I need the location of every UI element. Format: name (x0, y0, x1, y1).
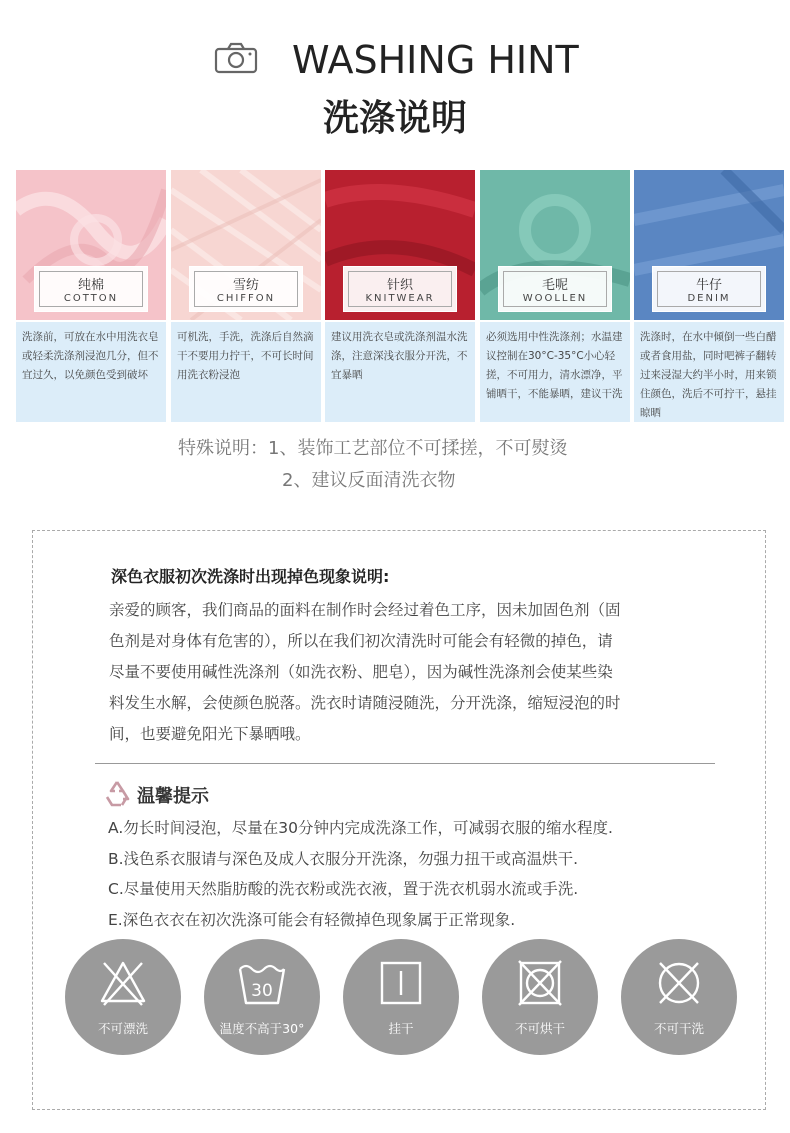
care-symbol-hang-dry (343, 939, 459, 1055)
fabric-description: 建议用洗衣皂或洗涤剂温水洗涤，注意深浅衣服分开洗，不宜暴晒 (325, 322, 475, 422)
tips-title: 温馨提示 (137, 786, 209, 807)
fabric-name-en: CHIFFON (216, 293, 276, 304)
fabric-card-cotton (16, 170, 166, 422)
wash-temp-text: 30 (251, 981, 273, 1001)
care-symbol-wash-30 (204, 939, 320, 1055)
fabric-name-cn: 纯棉 (77, 278, 104, 293)
fabric-name-en: KNITWEAR (365, 293, 435, 304)
info-box (32, 530, 766, 1110)
care-label: 不可烘干 (514, 1021, 565, 1036)
fabric-label (343, 266, 457, 312)
care-label: 不可干洗 (653, 1021, 704, 1036)
care-label: 温度不高于30° (219, 1021, 305, 1036)
fabric-label (498, 266, 612, 312)
fabric-card-chiffon (171, 170, 321, 422)
fabric-description: 可机洗，手洗，洗涤后自然滴干不要用力拧干，不可长时间用洗衣粉浸泡 (171, 322, 321, 422)
fabric-grid (16, 170, 784, 422)
hang-dry-icon (376, 959, 426, 1007)
fade-notice-line: 色剂是对身体有危害的），所以在我们初次清洗时可能会有轻微的掉色，请 (109, 632, 613, 650)
tip-item: B.浅色系衣服请与深色及成人衣服分开洗涤，勿强力扭干或高温烘干. (108, 849, 578, 868)
fabric-label (189, 266, 303, 312)
care-symbol-no-tumble-dry (482, 939, 598, 1055)
fabric-card-knitwear (325, 170, 475, 422)
fabric-label (34, 266, 148, 312)
care-label: 挂干 (388, 1021, 414, 1036)
tip-item: E.深色衣衣在初次洗涤可能会有轻微掉色现象属于正常现象. (108, 910, 516, 929)
special-note-2: 2、建议反面清洗衣物 (282, 470, 456, 491)
no-bleach-icon (98, 959, 148, 1007)
fabric-name-en: DENIM (687, 293, 731, 304)
fabric-name-en: COTTON (63, 293, 119, 304)
fabric-name-en: WOOLLEN (522, 293, 588, 304)
fabric-card-woollen (480, 170, 630, 422)
page-title-en: WASHING HINT (292, 38, 579, 82)
fabric-name-cn: 针织 (386, 278, 413, 293)
header (0, 30, 790, 140)
wash-30-icon (237, 959, 287, 1007)
special-note-1: 特殊说明：1、装饰工艺部位不可揉搓，不可熨烫 (178, 438, 568, 459)
fabric-description: 洗涤前，可放在水中用洗衣皂或轻柔洗涤剂浸泡几分，但不宜过久，以免颜色受到破坏 (16, 322, 166, 422)
camera-icon (214, 42, 258, 74)
tip-item: A.勿长时间浸泡，尽量在30分钟内完成洗涤工作，可减弱衣服的缩水程度. (108, 819, 613, 837)
fabric-description: 洗涤时，在水中倾倒一些白醋或者食用盐，同时吧裤子翻转过来浸湿大约半小时，用来锁住颜色，洗后不可拧干，悬挂晾晒 (634, 322, 784, 422)
recycle-icon (103, 779, 131, 807)
fabric-description: 必须选用中性洗涤剂；水温建议控制在30°C-35°C小心轻搓，不可用力，清水漂净，平铺晒干，不能暴晒，建议干洗 (480, 322, 630, 422)
care-symbol-no-dry-clean (621, 939, 737, 1055)
no-tumble-dry-icon (515, 959, 565, 1007)
fabric-label (652, 266, 766, 312)
fabric-name-cn: 雪纺 (232, 278, 259, 293)
fabric-card-denim (634, 170, 784, 422)
care-label: 不可漂洗 (97, 1021, 148, 1036)
tips-list (108, 813, 728, 935)
fade-notice-line: 料发生水解，会使颜色脱落。洗衣时请随浸随洗，分开洗涤，缩短浸泡的时 (109, 694, 621, 712)
fabric-name-cn: 牛仔 (695, 278, 722, 293)
no-dry-clean-icon (654, 959, 704, 1007)
tip-item: C.尽量使用天然脂肪酸的洗衣粉或洗衣液，置于洗衣机弱水流或手洗. (108, 880, 579, 898)
page-title-cn: 洗涤说明 (322, 98, 467, 139)
fade-notice-line: 间，也要避免阳光下暴晒哦。 (109, 725, 311, 743)
fade-notice-line: 亲爱的顾客，我们商品的面料在制作时会经过着色工序，因未加固色剂（固 (109, 601, 621, 619)
fade-notice-title: 深色衣服初次洗涤时出现掉色现象说明: (111, 567, 390, 586)
care-symbol-no-bleach (65, 939, 181, 1055)
fade-notice-text (109, 595, 719, 750)
fabric-name-cn: 毛呢 (541, 278, 568, 293)
divider (95, 763, 715, 764)
fade-notice-line: 尽量不要使用碱性洗涤剂（如洗衣粉、肥皂），因为碱性洗涤剂会使某些染 (109, 663, 613, 681)
